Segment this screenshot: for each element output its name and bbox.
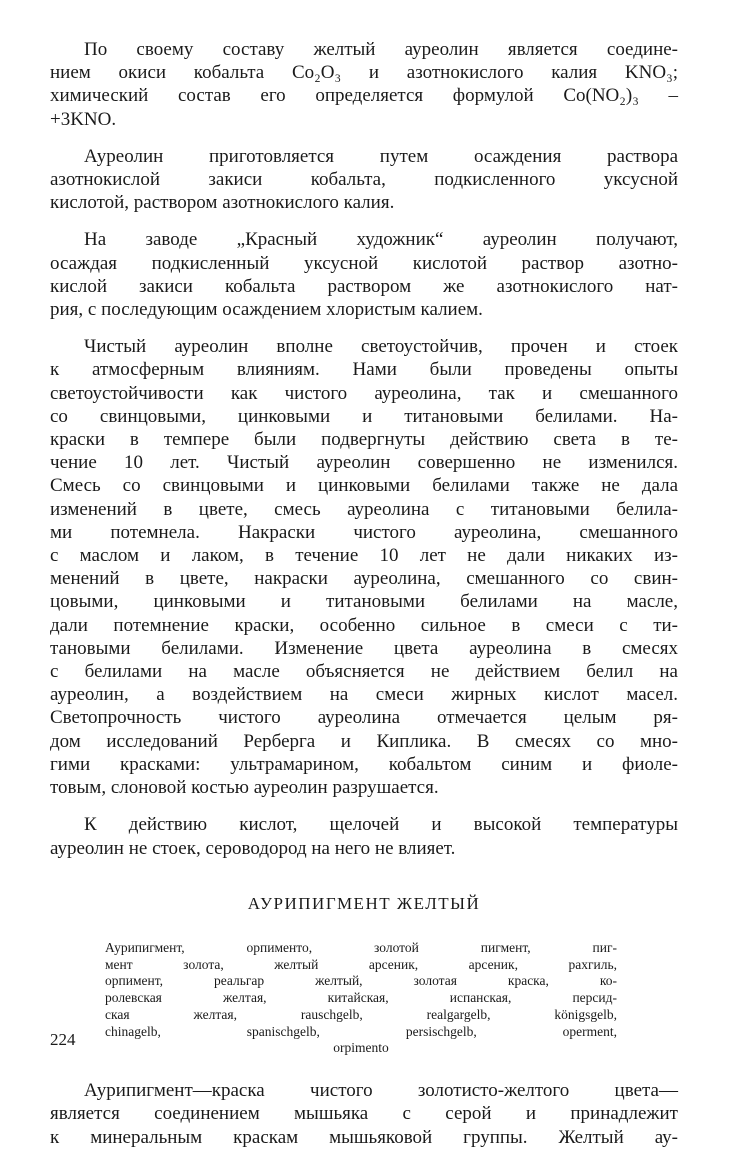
text-line: Смесь со свинцовыми и цинковыми белилами также не дала <box>50 475 678 497</box>
text-line: азотнокислой закиси кобальта, подкисленного уксусной <box>50 169 678 191</box>
synonym-line: orpimento <box>333 1040 389 1056</box>
text-line: нием окиси кобальта Co₂O₃ и азотнокислого калия KNO₃; <box>50 62 678 84</box>
section-heading: АУРИПИГМЕНТ ЖЕЛТЫЙ <box>247 893 481 913</box>
text-line: осаждая подкисленный уксусной кислотой раствор азотно- <box>50 252 678 274</box>
synonyms-block <box>105 940 617 1058</box>
paragraph-factory-method <box>50 228 678 321</box>
text-line: кислотой, раствором азотнокислого калия. <box>50 192 395 214</box>
text-line: цовыми, цинковыми и титановыми белилами на масле, <box>50 591 678 613</box>
paragraph-auripigment-intro <box>50 1079 678 1149</box>
text-line: На заводе „Красный художник“ ауреолин получают, <box>84 229 678 251</box>
text-line: является соединением мышьяка с серой и принадлежит <box>50 1103 678 1125</box>
text-line: +3KNO. <box>50 108 117 130</box>
paragraph-acid-resistance <box>50 813 678 859</box>
synonym-line: chinagelb, spanischgelb, persischgelb, operment, <box>105 1023 617 1039</box>
text-line: дали потемнение краски, особенно сильное в смеси с ти- <box>50 614 678 636</box>
text-line: рия, с последующим осаждением хлористым калием. <box>50 299 483 321</box>
text-line: ауреолин, а воздействием на смеси жирных кислот масел. <box>50 684 678 706</box>
page-number: 224 <box>50 1030 76 1049</box>
text-line: со свинцовыми, цинковыми и титановыми белилами. На- <box>50 405 678 427</box>
text-line: Ауреолин приготовляется путем осаждения раствора <box>84 145 678 167</box>
synonym-line: Аурипигмент, орпименто, золотой пигмент, пиг- <box>105 939 617 955</box>
paragraph-aureolin-preparation <box>50 145 678 215</box>
text-line: к атмосферным влияниям. Нами были проведены опыты <box>50 359 678 381</box>
text-line: светоустойчивости как чистого ауреолина, так и смешанного <box>50 382 678 404</box>
text-line: Чистый ауреолин вполне светоустойчив, прочен и стоек <box>84 336 678 358</box>
text-line: товым, слоновой костью ауреолин разрушается. <box>50 777 439 799</box>
text-line: с маслом и лаком, в течение 10 лет не дали никаких из- <box>50 545 678 567</box>
text-line: химический состав его определяется формулой Co(NO₂)₃ – <box>50 85 678 107</box>
text-line: дом исследований Рерберга и Киплика. В смесях со мно- <box>50 730 678 752</box>
text-line: Аурипигмент—краска чистого золотисто-желтого цвета— <box>84 1080 678 1102</box>
text-line: кислой закиси кобальта раствором же азотнокислого нат- <box>50 275 678 297</box>
text-line: Светопрочность чистого ауреолина отмечается целым ря- <box>50 707 678 729</box>
book-page <box>50 38 678 1149</box>
synonym-line: ролевская желтая, китайская, испанская, персид- <box>105 990 617 1006</box>
text-line: тановыми белилами. Изменение цвета ауреолина в смесях <box>50 637 678 659</box>
synonym-line: ская желтая, rauschgelb, realgargelb, königsgelb, <box>105 1006 617 1022</box>
synonym-line: орпимент, реальгар желтый, золотая краска, ко- <box>105 973 617 989</box>
synonym-line: мент золота, желтый арсеник, арсеник, рахгиль, <box>105 956 617 972</box>
paragraph-lightfastness <box>50 335 678 799</box>
text-line: менений в цвете, накраски ауреолина, смешанного со свин- <box>50 568 678 590</box>
paragraph-aureolin-composition <box>50 38 678 131</box>
text-line: изменений в цвете, смесь ауреолина с титановыми белила- <box>50 498 678 520</box>
text-line: К действию кислот, щелочей и высокой температуры <box>84 814 678 836</box>
text-line: ауреолин не стоек, сероводород на него не влияет. <box>50 837 456 859</box>
text-line: ми потемнела. Накраски чистого ауреолина, смешанного <box>50 521 678 543</box>
text-line: с белилами на масле объясняется не действием белил на <box>50 661 678 683</box>
text-line: По своему составу желтый ауреолин является соедине- <box>84 39 678 60</box>
text-line: чение 10 лет. Чистый ауреолин совершенно не изменился. <box>50 452 678 474</box>
text-line: краски в темпере были подвергнуты действию света в те- <box>50 429 678 451</box>
text-line: гими красками: ультрамарином, кобальтом синим и фиоле- <box>50 753 678 775</box>
text-line: к минеральным краскам мышьяковой группы. Желтый ау- <box>50 1126 678 1148</box>
